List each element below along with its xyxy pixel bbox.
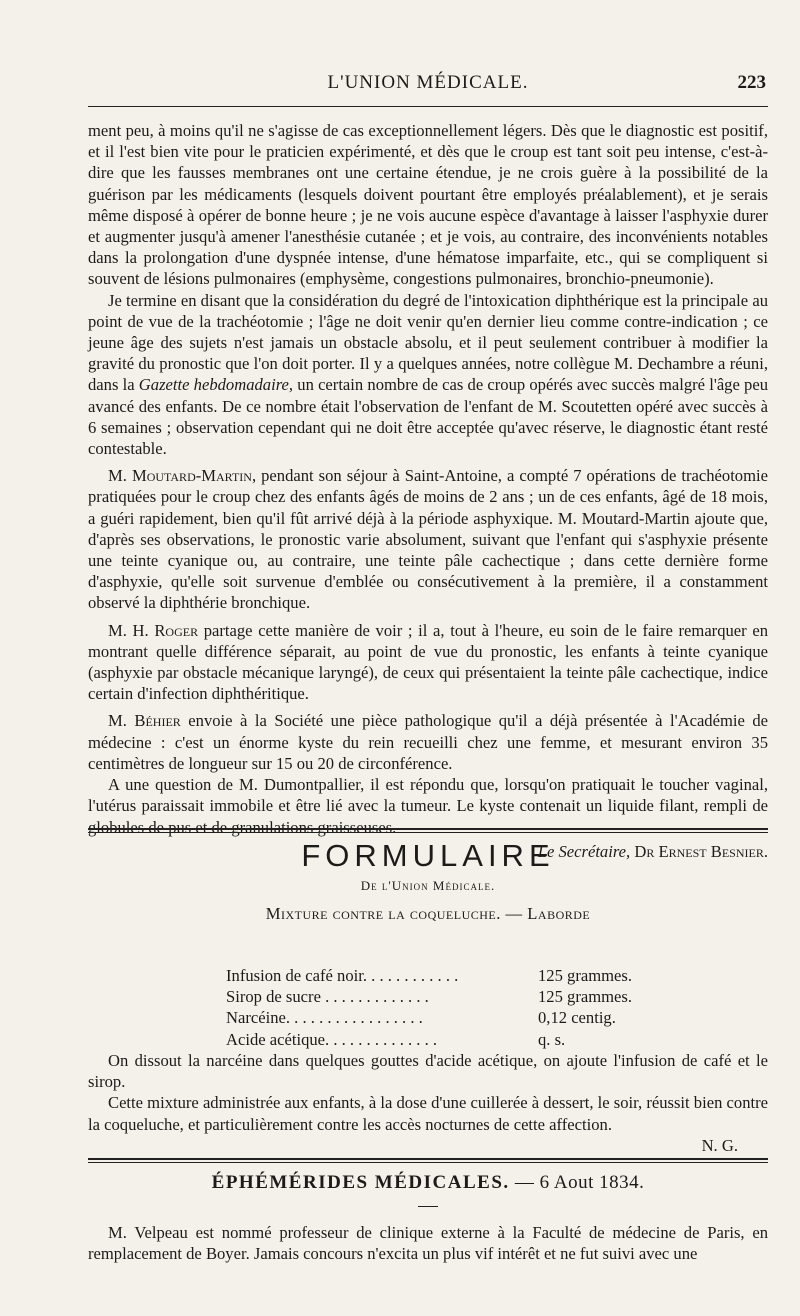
paragraph: Je termine en disant que la considération du degré de l'intoxication diphthérique est la principale au point de vue de la trachéotomie ; l'âge ne doit venir qu'en dernier lieu comme contre-indication ; ce jeune âge des sujets n'est jamais un obstacle absolu, et il peut seulement contribuer à modifier la gravité du pronostic que l'on doit porter. Il y a quelques années, notre collègue M. Dechambre a réuni, dans la Gazette hebdomadaire, un certain nombre de cas de croup opérés avec succès malgré l'âge peu avancé des enfants. De ce nombre était l'observation de l'enfant de M. Scoutetten opéré avec succès à 6 semaines ; observation cependant qui ne doit être acceptée qu'avec réserve, le diagnostic étant resté contestable. <box>88 290 768 459</box>
running-header <box>88 72 768 100</box>
author-initials: N. G. <box>701 1135 738 1155</box>
recipe-row <box>226 1007 646 1028</box>
section-rule <box>88 1162 768 1163</box>
ingredient-quantity: q. s. <box>538 1029 566 1049</box>
ingredient-name: Acide acétique. . . . . . . . . . . . . . <box>226 1029 438 1049</box>
ingredient-name: Narcéine. . . . . . . . . . . . . . . . . <box>226 1008 423 1028</box>
formulaire-subtitle: De l'Union Médicale. <box>360 878 496 893</box>
person-name: Moutard-Martin <box>131 466 252 486</box>
ephemerides-body <box>88 1222 768 1264</box>
signature-role: Le Secrétaire, <box>537 841 631 861</box>
ephemerides-date: — 6 Aout 1834. <box>509 1172 645 1193</box>
recipe-row <box>226 1029 646 1050</box>
ingredient-name: Infusion de café noir. . . . . . . . . . . . <box>226 966 459 985</box>
formulaire-body <box>88 1050 768 1156</box>
paragraph: M. Velpeau est nommé professeur de clinique externe à la Faculté de médecine de Paris, en remplacement de Boyer. Jamais concours n'excita un plus vif intérêt et ne fut suivi avec une <box>88 1223 768 1264</box>
signature-name: Dr Ernest Besnier. <box>630 841 768 861</box>
section-rule <box>88 828 768 830</box>
paragraph: ment peu, à moins qu'il ne s'agisse de cas exceptionnellement légers. Dès que le diagnostic est positif, et il l'est bien vite pour le praticien expérimenté, et dès que le croup est tant soit peu intense, c'est-à-dire que les fausses membranes ont une certaine étendue, je ne crois guère à la possibilité de la guérison par les médicaments (lesquels doivent pourtant être employés préalablement), et je serais même disposé à opérer de bonne heure ; je ne vois aucune espèce d'avantage à laisser l'asphyxie durer et augmenter jusqu'à amener l'anesthésie cutanée ; et je vois, au contraire, des inconvénients notables dans la prolongation d'une dyspnée intense, d'une hématose imparfaite, etc., qui se compliquent si souvent de lésions pulmonaires (emphysème, congestions pulmonaires, bronchio-pneumonie). <box>88 121 768 289</box>
paragraph: M. H. Roger partage cette manière de voir ; il a, tout à l'heure, eu soin de le faire remarquer en montrant quelle différence séparait, au point de vue du pronostic, les enfants à teinte cyanique (asphyxie par obstacle mécanique laryngé), de ceux qui présentaient la teinte pâle cachectique, indice certain d'infection diphthéritique. <box>88 620 769 704</box>
ingredient-name: Sirop de sucre . . . . . . . . . . . . . <box>226 987 429 1007</box>
recipe-row <box>226 965 646 986</box>
separator-dash <box>418 1206 438 1207</box>
recipe-row <box>226 986 646 1007</box>
journal-title: L'UNION MÉDICALE. <box>327 72 529 93</box>
page-number: 223 <box>737 72 766 93</box>
ingredient-quantity: 125 grammes. <box>538 987 633 1007</box>
paragraph: Cette mixture administrée aux enfants, à la dose d'une cuillerée à dessert, le soir, réussit bien contre la coqueluche, et particulièrement contre les accès nocturnes de cette affection. <box>88 1093 768 1134</box>
formulaire-title: FORMULAIRE <box>301 838 555 873</box>
section-rule <box>88 1158 768 1160</box>
person-name: Roger <box>154 620 199 640</box>
ingredient-quantity: 125 grammes. <box>538 966 633 985</box>
header-rule <box>88 106 768 107</box>
article-body <box>88 120 768 862</box>
recipe-heading: Mixture contre la coqueluche. — Laborde <box>265 904 591 923</box>
ephemerides-title: ÉPHÉMÉRIDES MÉDICALES. <box>211 1172 510 1193</box>
recipe-list <box>226 965 646 1050</box>
paragraph: A une question de M. Dumontpallier, il est répondu que, lorsqu'on pratiquait le toucher vaginal, l'utérus paraissait immobile et être lié avec la tumeur. Le kyste contenait un liquide filant, rempli de globules de pus et de granulations graisseuses. <box>88 775 768 837</box>
journal-citation: Gazette hebdomadaire, <box>138 375 294 395</box>
paragraph: M. Béhier envoie à la Société une pièce pathologique qu'il a déjà présentée à l'Académie de médecine : c'est un énorme kyste du rein recueilli chez une femme, et mesurant environ 35 centimètres de longueur sur 15 ou 20 de circonférence. <box>88 711 768 773</box>
ingredient-quantity: 0,12 centig. <box>538 1008 616 1028</box>
section-rule <box>88 832 768 833</box>
paragraph: M. Moutard-Martin, pendant son séjour à Saint-Antoine, a compté 7 opérations de trachéotomie pratiquées pour le croup chez des enfants âgés de moins de 2 ans ; un de ces enfants, âgé de 18 mois, a guéri rapidement, bien qu'il fût arrivé déjà à la période asphyxique. M. Moutard-Martin ajoute que, d'après ses observations, le pronostic varie absolument, suivant que l'enfant qui s'asphyxie présente une teinte cyanique ou, au contraire, une teinte pâle cachectique ; dans cette dernière forme d'asphyxie, qu'elle soit survenue d'emblée ou consécutivement à la première, il a constamment observé la diphthérie bronchique. <box>88 466 768 613</box>
person-name: Béhier <box>134 711 181 731</box>
formulaire-section <box>88 838 768 924</box>
paragraph: On dissout la narcéine dans quelques gouttes d'acide acétique, on ajoute l'infusion de café et le sirop. <box>88 1051 768 1092</box>
ephemerides-heading <box>88 1172 768 1194</box>
